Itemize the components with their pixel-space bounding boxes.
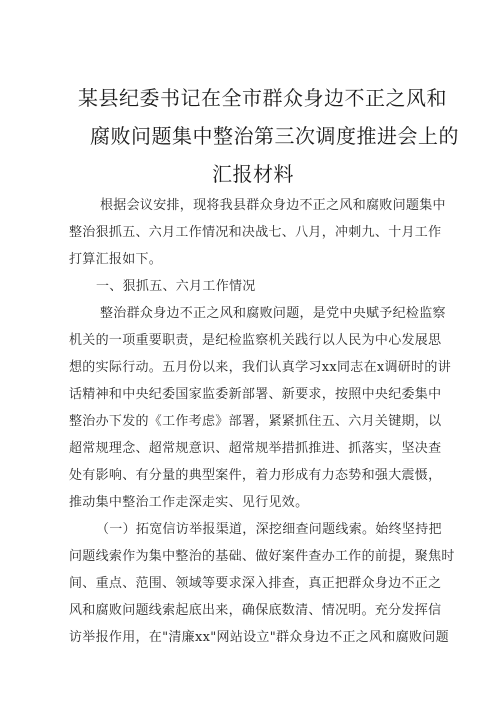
document-title-line-2: 腐败问题集中整治第三次调度推进会上的 bbox=[90, 124, 459, 148]
intro-line-2: 整治狠抓五、六月工作情况和决战七、八月，冲刺九、十月工作 bbox=[69, 225, 442, 240]
subsection1-line-4: 风和腐败问题线索起底出来，确保底数清、情况明。充分发挥信 bbox=[69, 603, 442, 618]
subsection1-line-1: （一）拓宽信访举报渠道，深挖细查问题线索。始终坚持把 bbox=[96, 522, 442, 537]
section1-line-5: 整治办下发的《工作考虑》部署，紧紧抓住五、六月关键期，以 bbox=[69, 414, 442, 429]
section1-line-8: 推动集中整治工作走深走实、见行见效。 bbox=[69, 495, 309, 510]
section1-line-7: 处有影响、有分量的典型案件，着力形成有力态势和强大震慑， bbox=[69, 468, 442, 483]
document-title-line-3: 汇报材料 bbox=[212, 162, 294, 186]
section1-line-3: 想的实际行动。五月份以来，我们认真学习xx同志在x调研时的讲 bbox=[69, 360, 451, 375]
subsection1-line-3: 间、重点、范围、领域等要求深入排查，真正把群众身边不正之 bbox=[69, 576, 442, 591]
section1-line-2: 机关的一项重要职责，是纪检监察机关践行以人民为中心发展思 bbox=[69, 333, 442, 348]
section-heading-1: 一、狠抓五、六月工作情况 bbox=[96, 279, 256, 294]
document-title-line-1: 某县纪委书记在全市群众身边不正之风和 bbox=[78, 86, 447, 110]
section1-line-1: 整治群众身边不正之风和腐败问题，是党中央赋予纪检监察 bbox=[100, 306, 446, 321]
section1-line-4: 话精神和中央纪委国家监委新部署、新要求，按照中央纪委集中 bbox=[69, 387, 442, 402]
intro-line-1: 根据会议安排，现将我县群众身边不正之风和腐败问题集中 bbox=[100, 198, 446, 213]
intro-line-3: 打算汇报如下。 bbox=[69, 252, 163, 267]
section1-line-6: 超常规理念、超常规意识、超常规举措抓推进、抓落实，坚决查 bbox=[69, 441, 442, 456]
subsection1-line-2: 问题线索作为集中整治的基础、做好案件查办工作的前提，聚焦时 bbox=[69, 549, 455, 564]
subsection1-line-5: 访举报作用，在"清廉xx"网站设立"群众身边不正之风和腐败问题 bbox=[69, 630, 449, 645]
